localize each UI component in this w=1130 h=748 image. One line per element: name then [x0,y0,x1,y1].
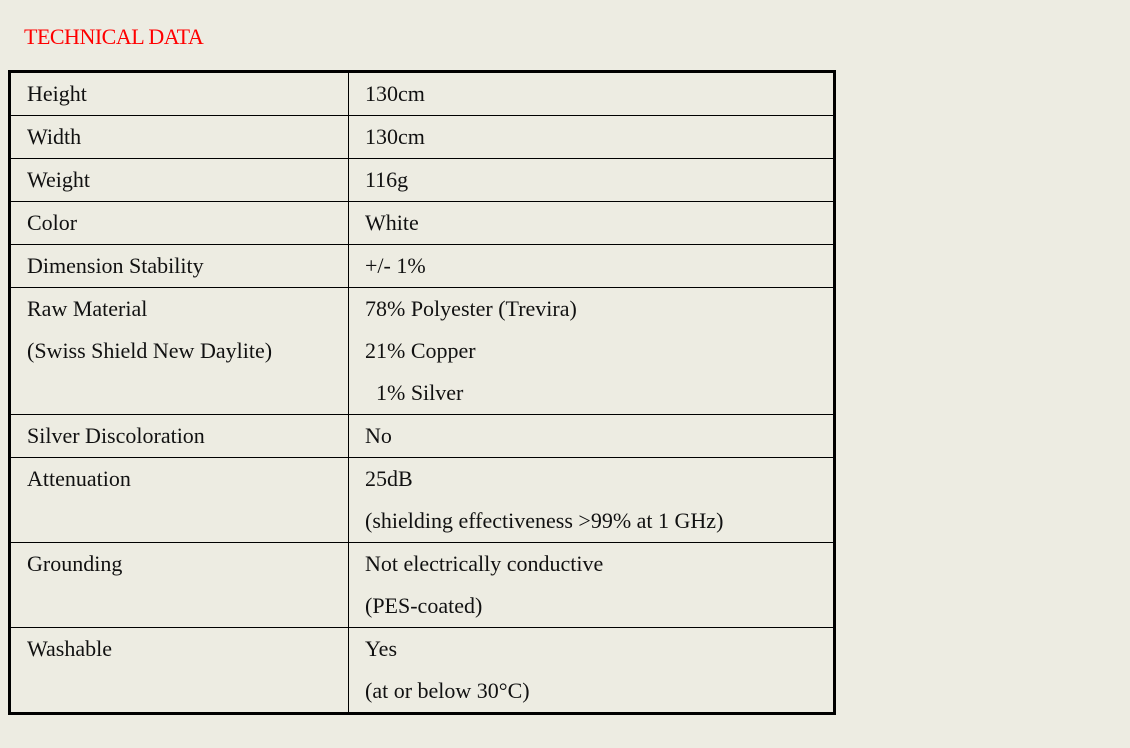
property-name-cell [10,543,349,628]
property-value-cell [349,202,835,245]
property-name-cell [10,116,349,159]
property-name-cell [10,288,349,415]
property-name: Raw Material [27,296,148,321]
property-value: White [365,210,419,235]
property-name: Weight [27,167,90,192]
property-value-cell [349,458,835,543]
property-name: Dimension Stability [27,253,204,278]
table-row [10,543,835,628]
property-value: 130cm [365,81,425,106]
property-value: +/- 1% [365,253,426,278]
property-name: Grounding [27,551,123,576]
property-value: 21% Copper [365,338,476,363]
property-value: Yes [365,636,398,661]
property-name: Height [27,81,87,106]
table-row [10,116,835,159]
property-value-cell [349,288,835,415]
property-value-cell [349,159,835,202]
property-value-cell [349,116,835,159]
property-name-cell [10,458,349,543]
property-value: (shielding effectiveness >99% at 1 GHz) [365,508,724,533]
property-name: (Swiss Shield New Daylite) [27,338,273,363]
table-row [10,458,835,543]
property-value-cell [349,72,835,116]
technical-data-table [8,70,836,715]
section-title: TECHNICAL DATA [24,24,204,49]
property-value: 130cm [365,124,425,149]
property-value: (PES-coated) [365,593,483,618]
property-name: Washable [27,636,112,661]
property-name: Color [27,210,78,235]
property-name: Width [27,124,82,149]
property-name-cell [10,628,349,714]
property-name [27,670,348,712]
property-name [27,372,348,414]
property-value-cell [349,415,835,458]
table-row [10,245,835,288]
property-name-cell [10,159,349,202]
table-row [10,159,835,202]
property-value: 78% Polyester (Trevira) [365,296,577,321]
property-value-cell [349,543,835,628]
property-name: Attenuation [27,466,131,491]
property-value-cell [349,245,835,288]
table-row [10,288,835,415]
property-name-cell [10,202,349,245]
property-value: 25dB [365,466,413,491]
property-name: Silver Discoloration [27,423,205,448]
property-value: Not electrically conductive [365,551,604,576]
property-name-cell [10,72,349,116]
table-row [10,415,835,458]
property-name [27,500,348,542]
property-value: 1% Silver [365,380,464,405]
table-row [10,202,835,245]
property-value: No [365,423,392,448]
property-name-cell [10,415,349,458]
property-name [27,585,348,627]
property-value-cell [349,628,835,714]
table-row [10,72,835,116]
property-name-cell [10,245,349,288]
property-value: 116g [365,167,409,192]
table-row [10,628,835,714]
property-value: (at or below 30°C) [365,678,530,703]
